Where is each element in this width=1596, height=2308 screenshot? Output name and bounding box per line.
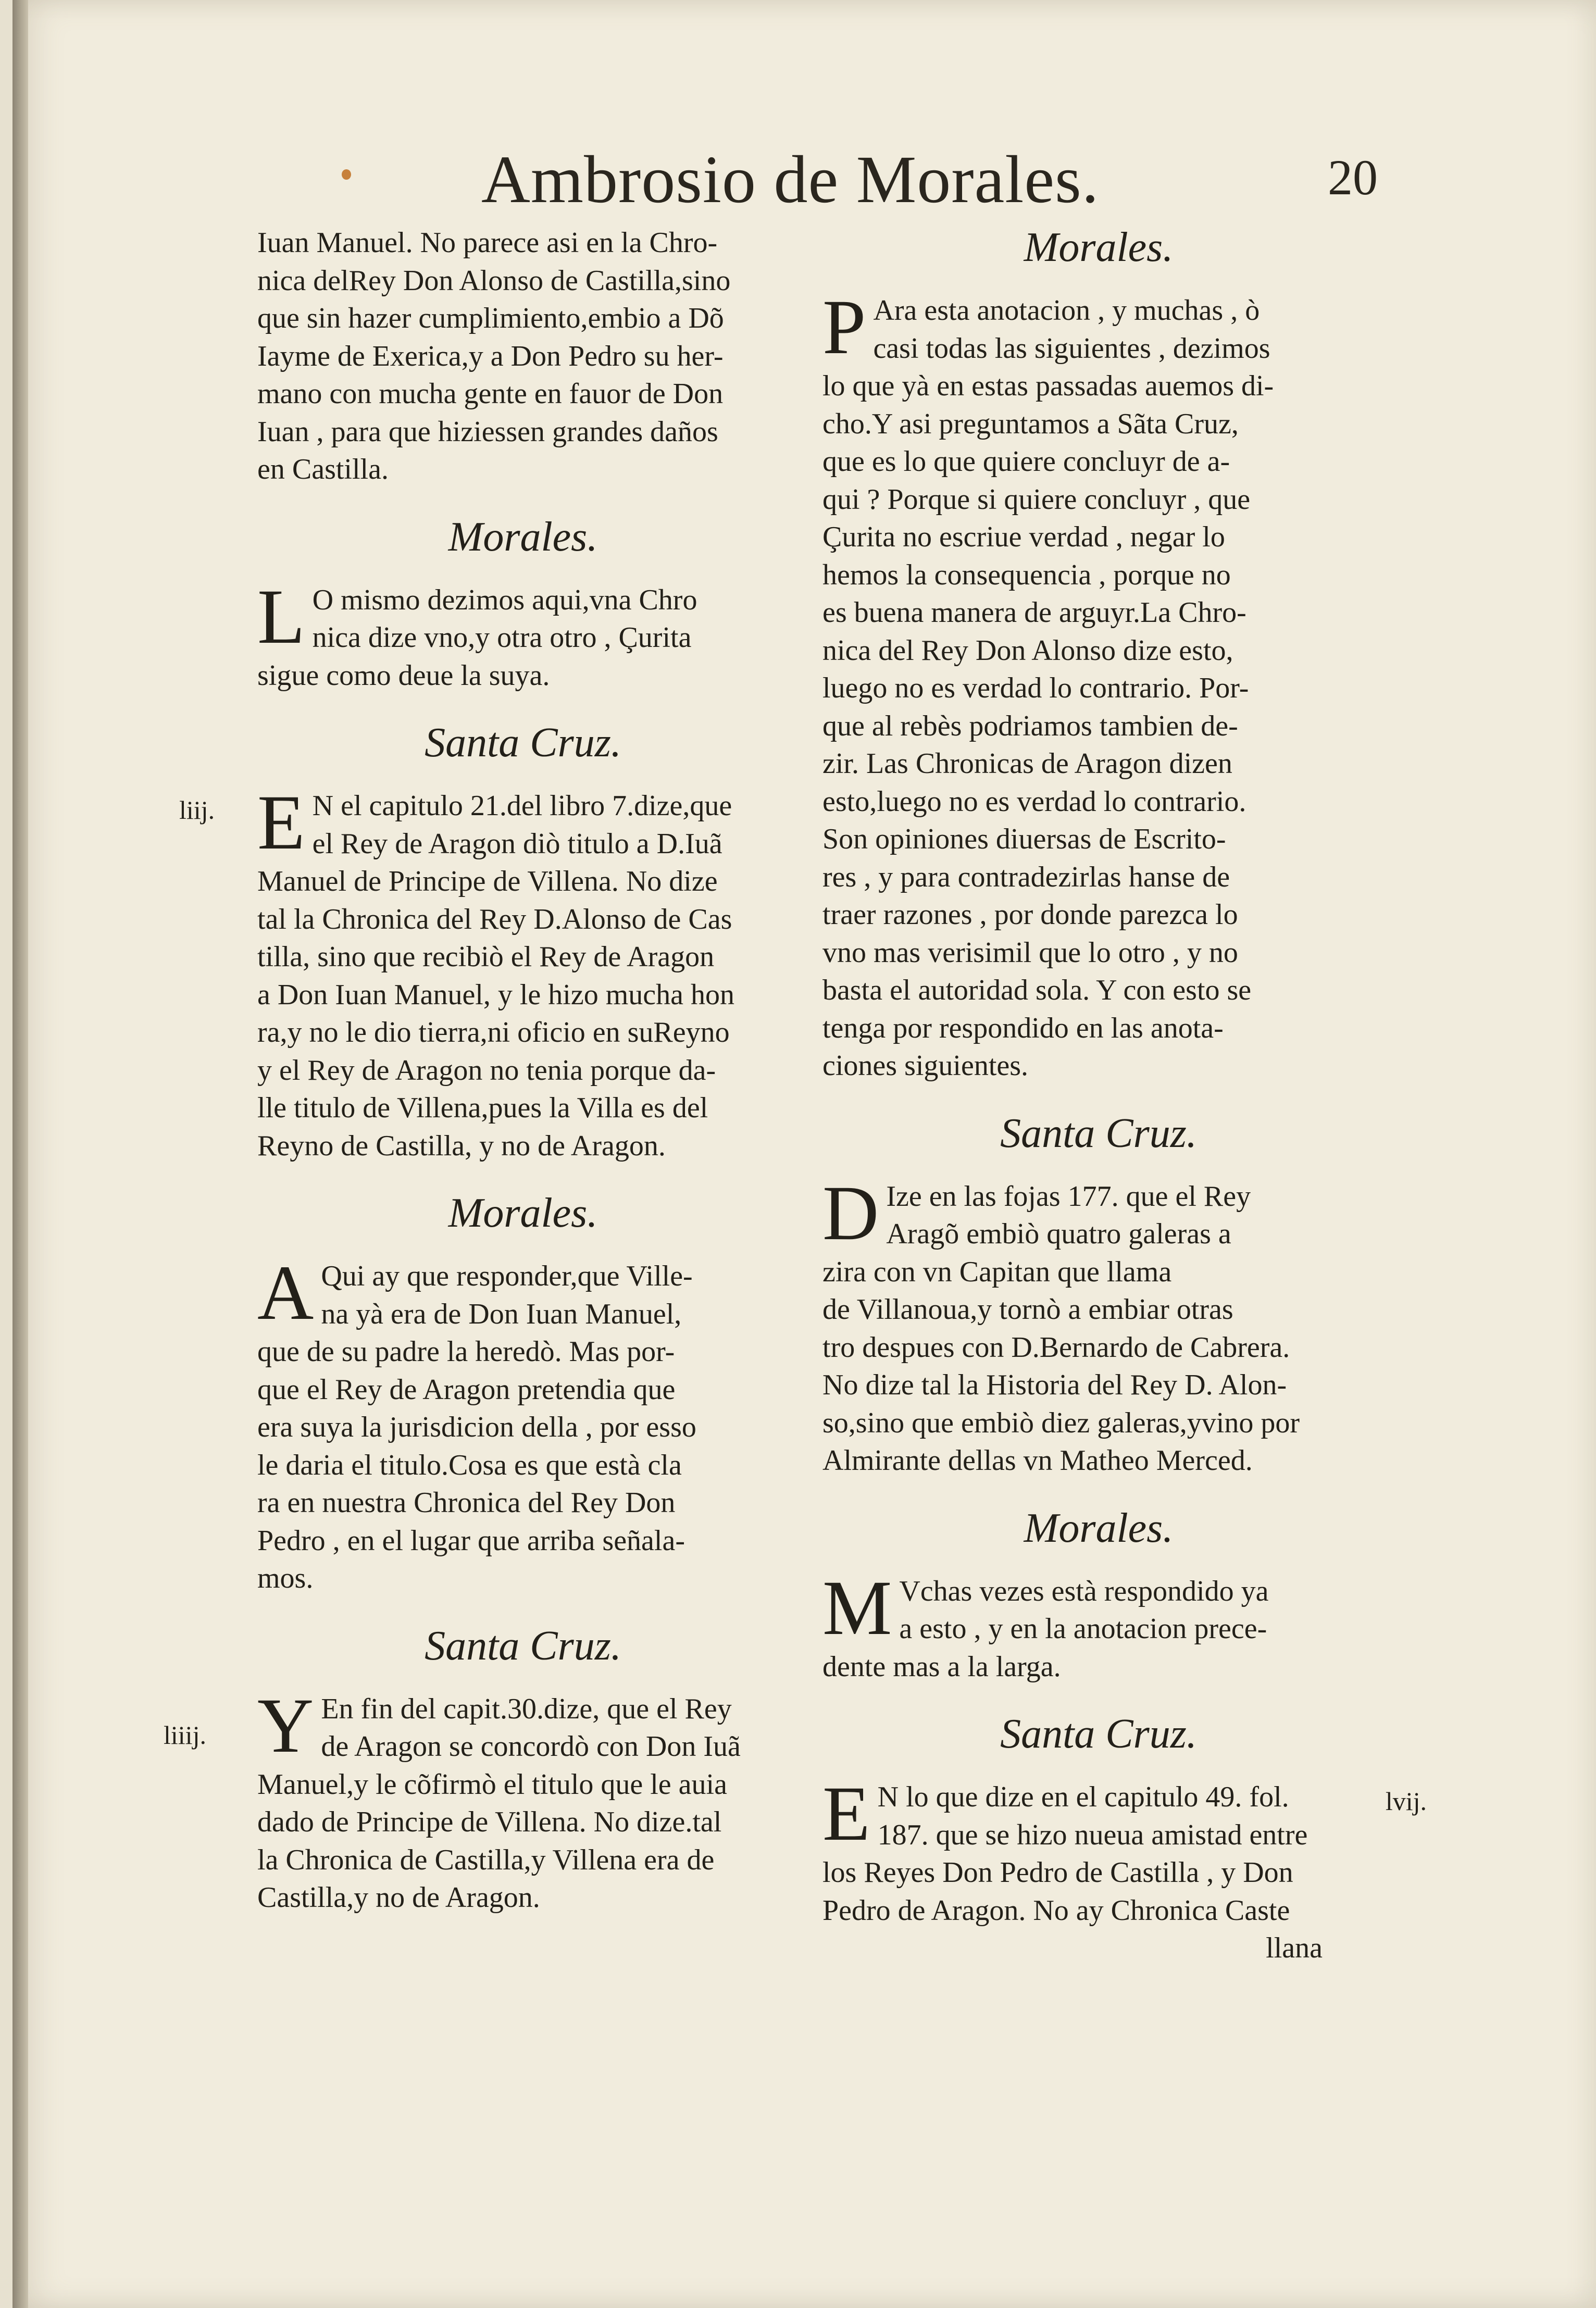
right-column	[822, 224, 1427, 1973]
text-line: nica dize vno,y otra otro , Çurita	[312, 621, 692, 654]
margin-annotation: liij.	[179, 795, 215, 825]
text-line: dente mas a la larga.	[822, 1650, 1061, 1683]
text-line: tal la Chronica del Rey D.Alonso de Cas	[257, 903, 732, 935]
text-line: que el Rey de Aragon pretendia que	[257, 1373, 676, 1406]
text-line: es buena manera de arguyr.La Chro-	[822, 596, 1246, 629]
text-line: N lo que dize en el capitulo 49. fol.	[877, 1781, 1289, 1813]
text-line: Almirante dellas vn Matheo Merced.	[822, 1444, 1253, 1477]
text-line: ciones siguientes.	[822, 1050, 1029, 1082]
text-line: Aragõ embiò quatro galeras a	[886, 1218, 1231, 1250]
drop-cap: E	[822, 1770, 870, 1857]
text-line: dado de Principe de Villena. No dize.tal	[257, 1806, 722, 1838]
text-line: Çurita no escriue verdad , negar lo	[822, 521, 1225, 553]
text-line: Pedro , en el lugar que arriba señala-	[257, 1524, 685, 1557]
text-line: traer razones , por donde parezca lo	[822, 899, 1238, 931]
ornament-dot	[342, 169, 351, 180]
text-line: na yà era de Don Iuan Manuel,	[321, 1298, 682, 1330]
text-line: la Chronica de Castilla,y Villena era de	[257, 1843, 715, 1876]
text-line: hemos la consequencia , porque no	[822, 558, 1231, 591]
drop-cap: A	[257, 1250, 314, 1336]
margin-annotation: lvij.	[1385, 1787, 1427, 1816]
text-line: Iuan , para que hiziessen grandes daños	[257, 415, 718, 448]
text-line: qui ? Porque si quiere concluyr , que	[822, 483, 1251, 516]
margin-annotation: liiij.	[164, 1720, 206, 1750]
text-line: res , y para contradezirlas hanse de	[822, 860, 1230, 893]
book-page	[13, 0, 1596, 2308]
text-line: luego no es verdad lo contrario. Por-	[822, 672, 1249, 704]
text-line: de Villanoua,y tornò a embiar otras	[822, 1293, 1233, 1326]
left-column	[164, 224, 789, 1922]
text-line: que es lo que quiere concluyr de a-	[822, 445, 1230, 478]
text-line: en Castilla.	[257, 453, 389, 485]
drop-cap: M	[822, 1564, 892, 1651]
text-line: Pedro de Aragon. No ay Chronica Caste	[822, 1894, 1290, 1927]
section-heading: Morales.	[448, 514, 598, 560]
drop-cap: Y	[257, 1682, 314, 1769]
text-line: que sin hazer cumplimiento,embio a Dõ	[257, 302, 724, 334]
section-paragraph	[257, 573, 789, 695]
text-line: En fin del capit.30.dize, que el Rey	[321, 1692, 732, 1725]
text-line: Ize en las fojas 177. que el Rey	[886, 1180, 1251, 1213]
catchword: llana	[1266, 1932, 1323, 1964]
running-title: Ambrosio de Morales.	[481, 142, 1100, 217]
text-line: lle titulo de Villena,pues la Villa es del	[257, 1092, 708, 1124]
text-line: el Rey de Aragon diò titulo a D.Iuã	[312, 827, 722, 860]
text-line: O mismo dezimos aqui,vna Chro	[312, 583, 697, 616]
text-line: y el Rey de Aragon no tenia porque da-	[257, 1054, 716, 1087]
section-paragraph	[164, 1682, 789, 1917]
drop-cap: E	[257, 779, 305, 866]
text-line: Castilla,y no de Aragon.	[257, 1881, 540, 1914]
text-line: N el capitulo 21.del libro 7.dize,que	[312, 790, 732, 822]
section-paragraph	[257, 1250, 789, 1598]
text-line: Iuan Manuel. No parece asi en la Chro-	[257, 227, 718, 259]
text-line: 187. que se hizo nueua amistad entre	[877, 1818, 1308, 1851]
text-line: Son opiniones diuersas de Escrito-	[822, 823, 1226, 855]
text-line: ra en nuestra Chronica del Rey Don	[257, 1487, 676, 1519]
text-line: Iayme de Exerica,y a Don Pedro su her-	[257, 340, 724, 372]
text-line: Reyno de Castilla, y no de Aragon.	[257, 1129, 666, 1162]
text-line: tenga por respondido en las anota-	[822, 1012, 1224, 1044]
text-line: Manuel,y le cõfirmò el titulo que le auia	[257, 1768, 727, 1801]
drop-cap: P	[822, 284, 866, 370]
page-binding	[13, 0, 28, 2308]
opening-paragraph	[257, 224, 789, 489]
section-heading: Morales.	[1024, 224, 1174, 270]
text-line: los Reyes Don Pedro de Castilla , y Don	[822, 1856, 1293, 1889]
section-heading: Morales.	[448, 1190, 598, 1236]
text-line: basta el autoridad sola. Y con esto se	[822, 974, 1252, 1006]
text-line: tilla, sino que recibiò el Rey de Aragon	[257, 941, 715, 973]
text-line: Vchas vezes està respondido ya	[899, 1575, 1269, 1607]
section-heading: Morales.	[1024, 1505, 1174, 1551]
text-line: Manuel de Principe de Villena. No dize	[257, 865, 718, 897]
section-paragraph	[822, 1770, 1427, 1967]
text-line: sigue como deue la suya.	[257, 659, 550, 692]
text-line: era suya la jurisdicion della , por esso	[257, 1411, 696, 1443]
text-line: cho.Y asi preguntamos a Sãta Cruz,	[822, 407, 1239, 440]
text-line: casi todas las siguientes , dezimos	[873, 332, 1270, 365]
page-number: 20	[1328, 149, 1378, 205]
text-line: ra,y no le dio tierra,ni oficio en suReyno	[257, 1016, 730, 1049]
section-heading: Santa Cruz.	[1000, 1711, 1197, 1757]
text-line: mos.	[257, 1562, 314, 1594]
text-line: vno mas verisimil que lo otro , y no	[822, 936, 1238, 969]
text-line: le daria el titulo.Cosa es que està cla	[257, 1449, 682, 1481]
text-line: nica delRey Don Alonso de Castilla,sino	[257, 264, 731, 297]
text-line: de Aragon se concordò con Don Iuã	[321, 1730, 741, 1763]
text-line: Ara esta anotacion , y muchas , ò	[873, 294, 1260, 327]
text-line: que al rebès podriamos tambien de-	[822, 709, 1238, 742]
text-line: so,sino que embiò diez galeras,yvino por	[822, 1406, 1300, 1439]
drop-cap: D	[822, 1169, 879, 1256]
drop-cap: L	[257, 573, 305, 660]
text-line: No dize tal la Historia del Rey D. Alon-	[822, 1369, 1287, 1401]
section-paragraph	[179, 779, 789, 1165]
text-line: a Don Iuan Manuel, y le hizo mucha hon	[257, 978, 734, 1011]
text-line: lo que yà en estas passadas auemos di-	[822, 370, 1274, 402]
section-heading: Santa Cruz.	[1000, 1110, 1197, 1156]
text-line: nica del Rey Don Alonso dize esto,	[822, 634, 1233, 667]
section-heading: Santa Cruz.	[425, 1623, 621, 1669]
section-heading: Santa Cruz.	[425, 720, 621, 766]
text-line: tro despues con D.Bernardo de Cabrera.	[822, 1331, 1290, 1364]
text-line: zira con vn Capitan que llama	[822, 1255, 1172, 1288]
text-line: a esto , y en la anotacion prece-	[899, 1613, 1267, 1645]
section-paragraph	[822, 1169, 1375, 1480]
text-line: esto,luego no es verdad lo contrario.	[822, 785, 1246, 818]
section-paragraph	[822, 1564, 1375, 1686]
text-line: Qui ay que responder,que Ville-	[321, 1260, 693, 1292]
text-line: mano con mucha gente en fauor de Don	[257, 378, 724, 410]
text-line: que de su padre la heredò. Mas por-	[257, 1336, 675, 1368]
text-line: zir. Las Chronicas de Aragon dizen	[822, 747, 1232, 780]
section-paragraph	[822, 284, 1375, 1085]
